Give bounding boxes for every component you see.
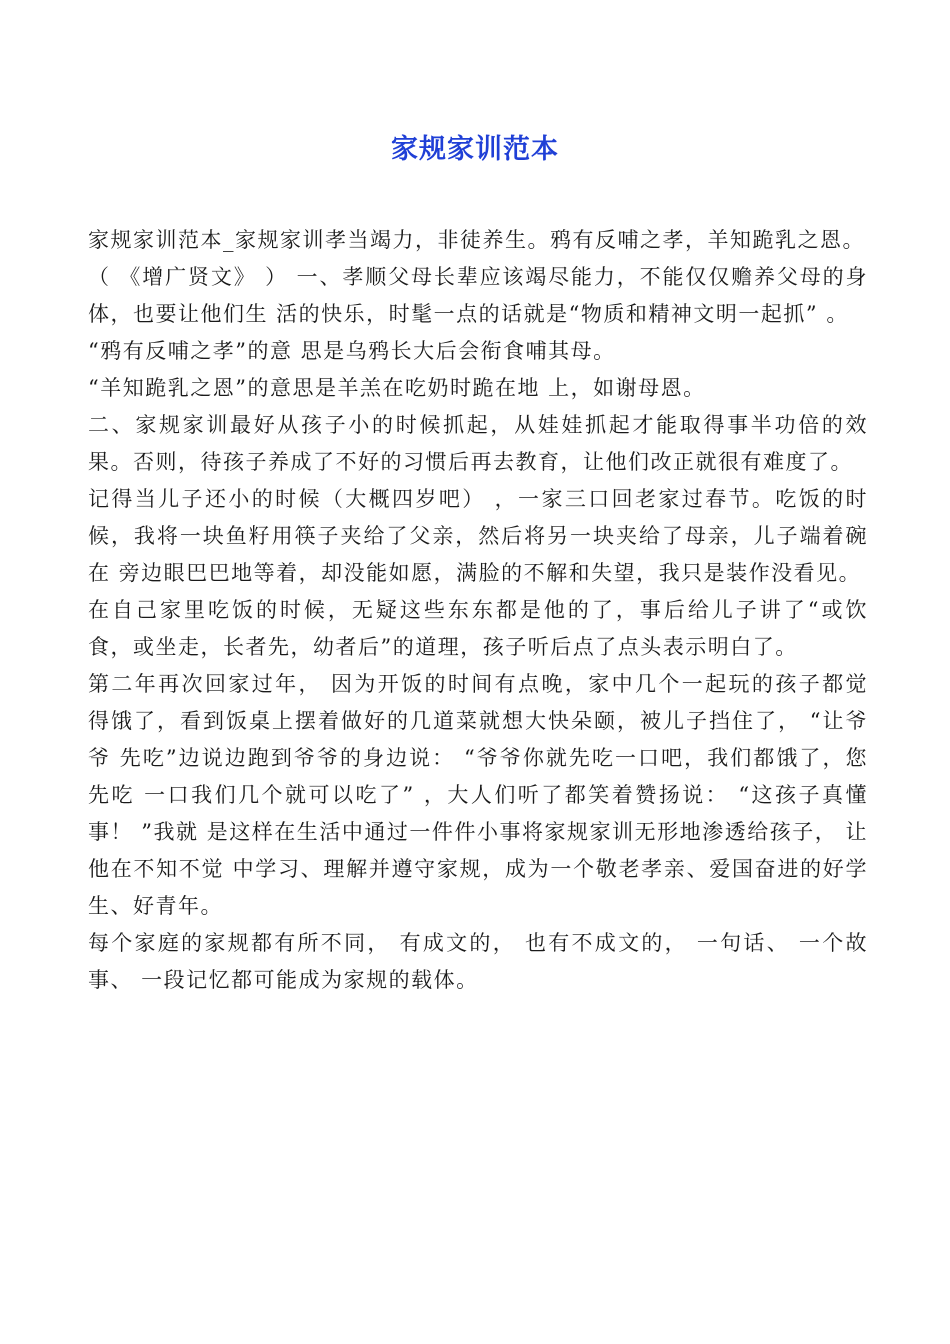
paragraph-4: “羊知跪乳之恩”的意思是羊羔在吃奶时跪在地 上，如谢母恩。 [88,376,706,400]
paragraph-9: 每个家庭的家规都有所不同， 有成文的， 也有不成文的， 一句话、 一个故事、 一段记忆都可能成为家规的载体。 [88,931,868,992]
paragraph-1: 家规家训范本_家规家训孝当竭力，非徒养生。鸦有反哺之孝，羊知跪乳之恩。 [88,228,865,252]
document-body [88,222,868,999]
paragraph-3: “鸦有反哺之孝”的意 思是乌鸦长大后会衔食哺其母。 [88,339,616,363]
document-title: 家规家训范本 [391,134,559,165]
paragraph-5: 二、家规家训最好从孩子小的时候抓起，从娃娃抓起才能取得事半功倍的效 果。否则，待孩子养成了不好的习惯后再去教育，让他们改正就很有难度了。 [88,413,868,474]
paragraph-7: 在自己家里吃饭的时候，无疑这些东东都是他的了，事后给儿子讲了“或饮 食，或坐走，长者先，幼者后”的道理，孩子听后点了点头表示明白了。 [88,598,868,659]
paragraph-2: （ 《增广贤文》 ） 一、孝顺父母长辈应该竭尽能力，不能仅仅赡养父母的身体，也要让他们生 活的快乐，时髦一点的话就是“物质和精神文明一起抓” 。 [88,265,868,326]
paragraph-6: 记得当儿子还小的时候（大概四岁吧） ，一家三口回老家过春节。吃饭的时 候，我将一块鱼籽用筷子夹给了父亲，然后将另一块夹给了母亲，儿子端着碗在 旁边眼巴巴地等着，却没能如愿，满脸的不解和失望，我只是装作没看见。 [88,487,868,585]
paragraph-8: 第二年再次回家过年， 因为开饭的时间有点晚，家中几个一起玩的孩子都觉 得饿了，看到饭桌上摆着做好的几道菜就想大快朵颐，被儿子挡住了， “让爷爷 先吃”边说边跑到爷爷的身边说： “爷爷你就先吃一口吧，我们都饿了，您先吃 一口我们几个就可以吃了” ，大人们听了都笑着赞扬说： “这孩子真懂事！ ”我就 是这样在生活中通过一件件小事将家规家训无形地渗透给孩子， 让他在不知不觉 中学习、理解并遵守家规，成为一个敬老孝亲、爱国奋进的好学生、好青年。 [88,672,868,918]
